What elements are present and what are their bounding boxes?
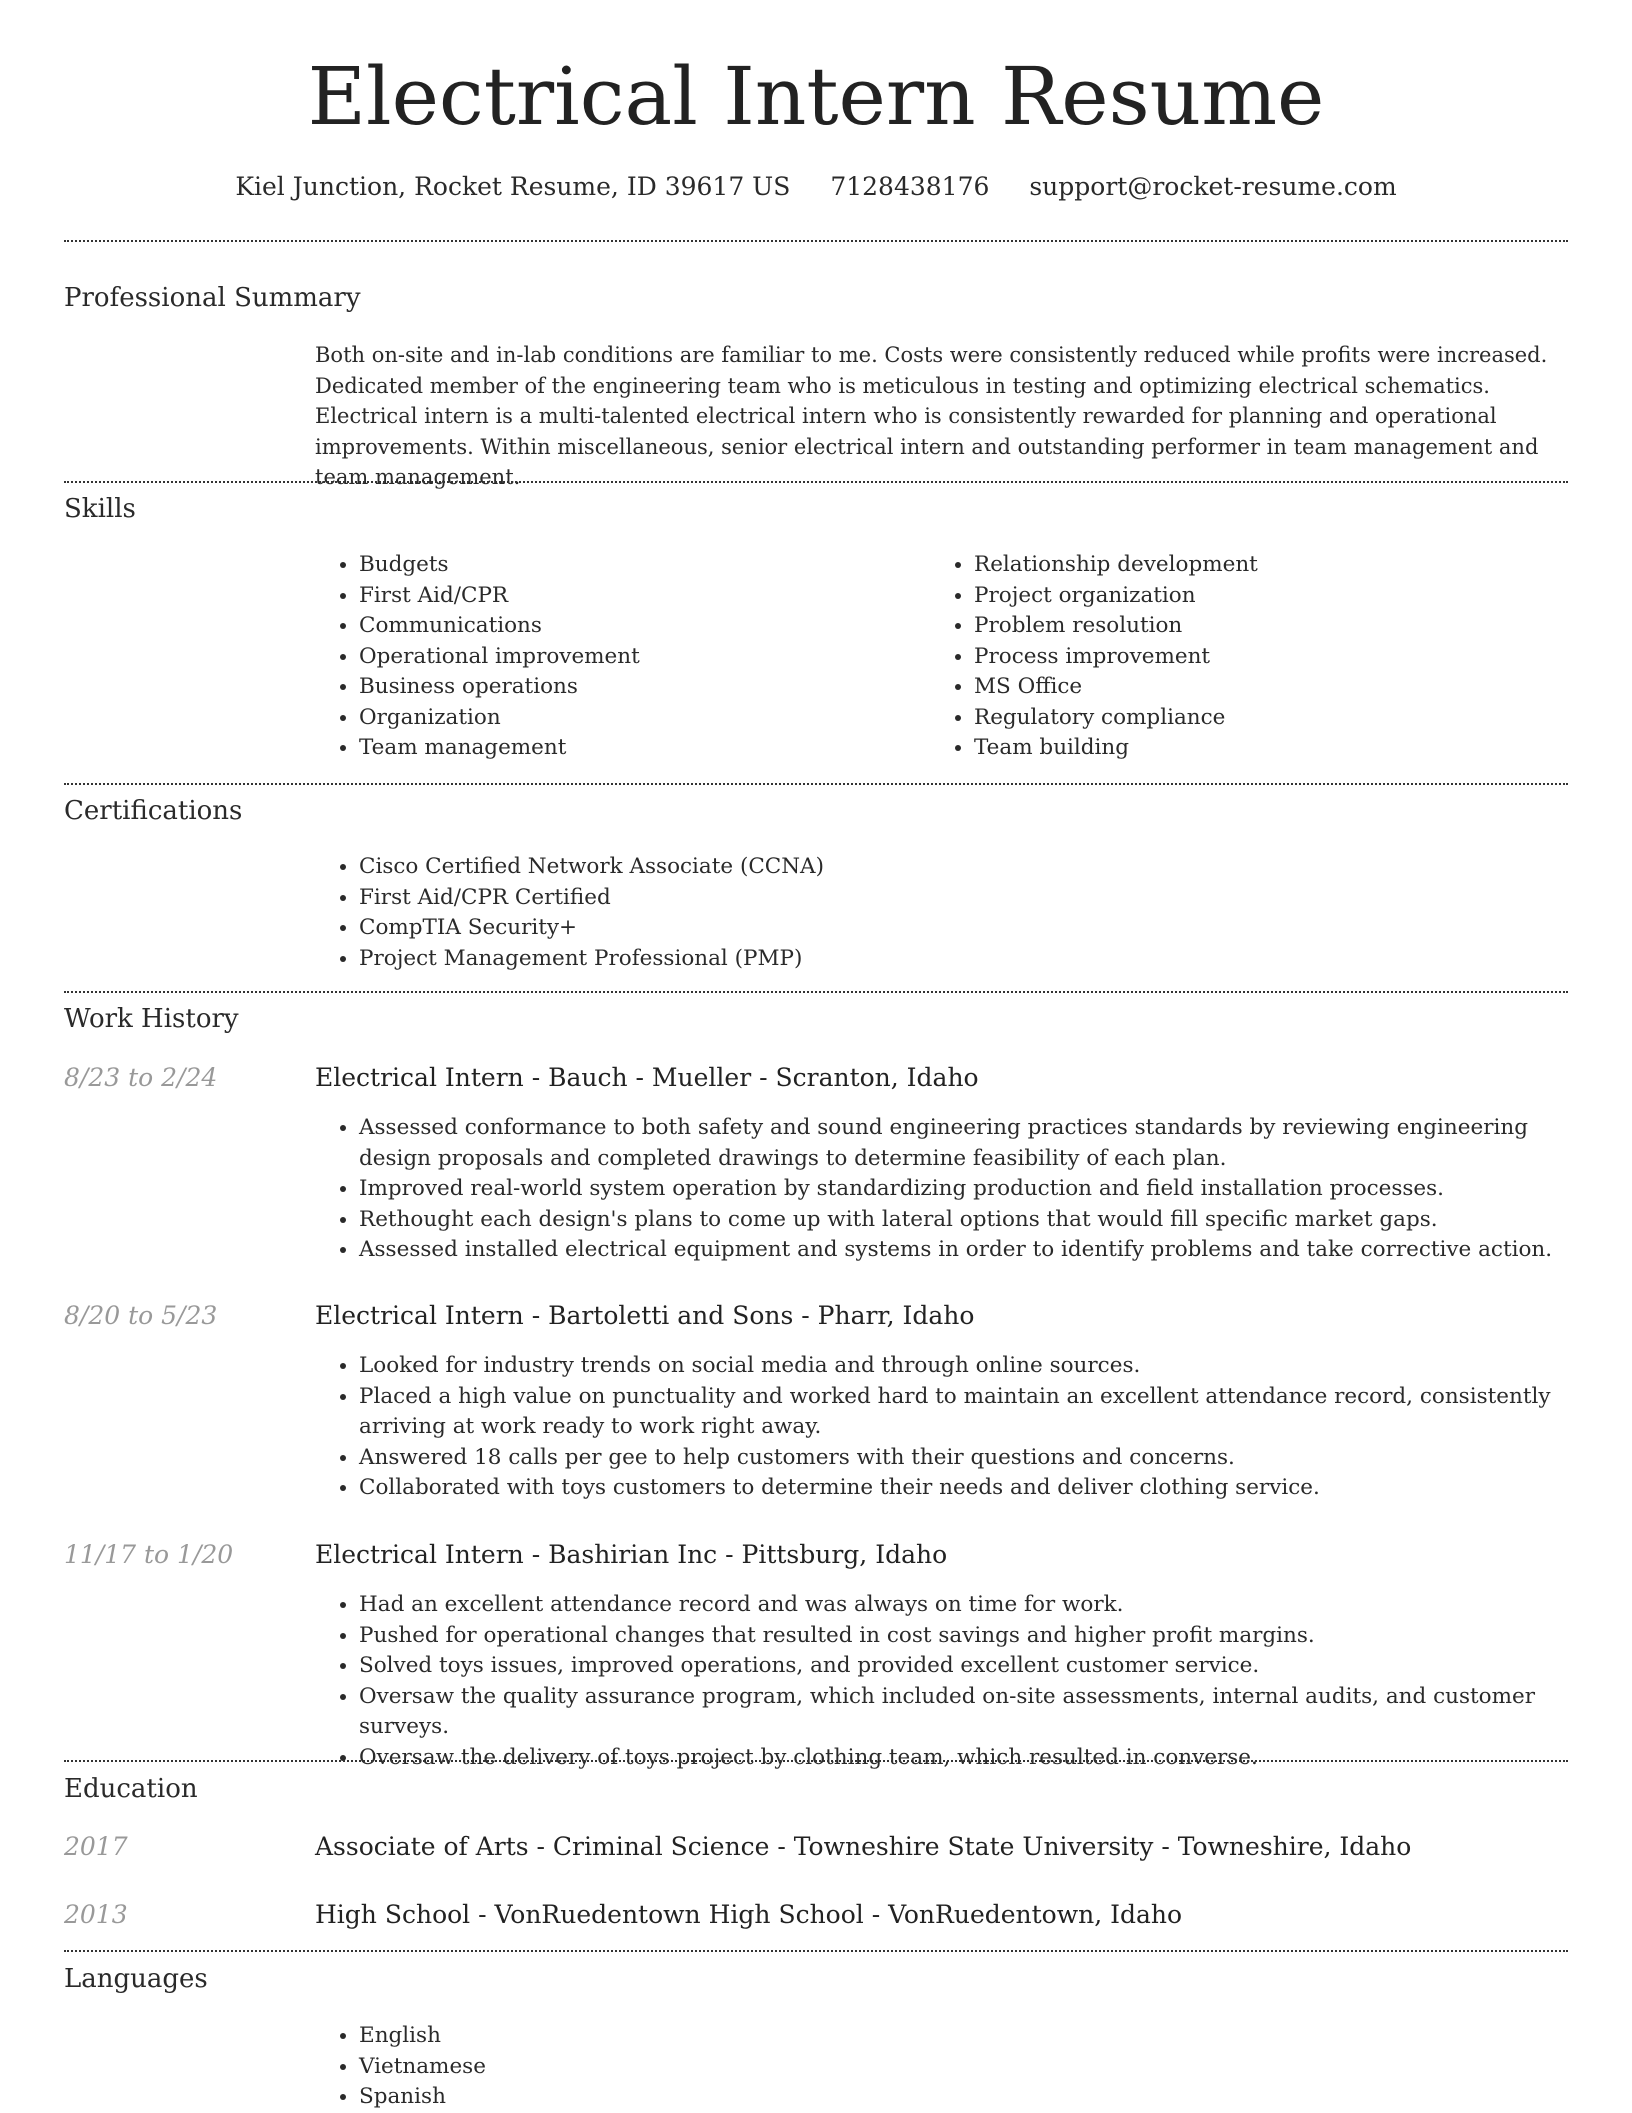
- list-item: • Assessed conformance to both safety and sound engineering practices standards by reviewing engineering design proposals and completed drawings to determine feasibility of each plan.: [359, 1113, 1599, 1174]
- list-item: • Had an excellent attendance record and was always on time for work.: [359, 1590, 1599, 1621]
- certifications-heading: Certifications: [64, 796, 243, 826]
- section-divider: [64, 481, 1568, 483]
- list-item: • Spanish: [359, 2082, 959, 2113]
- resume-title: Electrical Intern Resume: [307, 50, 1325, 143]
- list-item: • Vietnamese: [359, 2052, 959, 2083]
- list-item: • Pushed for operational changes that resulted in cost savings and higher profit margins.: [359, 1621, 1599, 1652]
- list-item: • Process improvement: [974, 642, 1574, 673]
- education-entry: Associate of Arts - Criminal Science - Towneshire State University - Towneshire, Idaho: [315, 1832, 1412, 1861]
- contact-phone: 7128438176: [830, 172, 990, 201]
- job-dates: 11/17 to 1/20: [64, 1540, 234, 1569]
- list-item: • Regulatory compliance: [974, 703, 1574, 734]
- list-item: • Cisco Certified Network Associate (CCNA): [359, 852, 1559, 883]
- education-entry: High School - VonRuedentown High School - VonRuedentown, Idaho: [315, 1900, 1183, 1929]
- list-item: • Looked for industry trends on social media and through online sources.: [359, 1351, 1599, 1382]
- list-item: • First Aid/CPR Certified: [359, 883, 1559, 914]
- skills-list-left: [315, 550, 919, 764]
- job-bullets: [315, 1113, 1599, 1266]
- languages-list: [315, 2021, 959, 2113]
- list-item: • Project Management Professional (PMP): [359, 944, 1559, 975]
- list-item: • Team management: [359, 733, 919, 764]
- list-item: • Problem resolution: [974, 611, 1574, 642]
- summary-heading: Professional Summary: [64, 283, 361, 313]
- summary-text: Both on-site and in-lab conditions are familiar to me. Costs were consistently reduced while profits were increased. Dedicated member of the engineering team who is meticulous in testing and optimizing electrical schematics. Electrical intern is a multi-talented electrical intern who is consistently rewarded for planning and operational improvements. Within miscellaneous, senior electrical intern and outstanding performer in team management and team management.: [315, 343, 1548, 489]
- list-item: • Oversaw the delivery of toys project by clothing team, which resulted in converse.: [359, 1743, 1599, 1774]
- list-item: • Assessed installed electrical equipment and systems in order to identify problems and take corrective action.: [359, 1235, 1599, 1266]
- languages-heading: Languages: [64, 1964, 208, 1994]
- list-item: • Operational improvement: [359, 642, 919, 673]
- job-title: Electrical Intern - Bauch - Mueller - Scranton, Idaho: [315, 1063, 979, 1092]
- section-divider: [64, 991, 1568, 993]
- section-divider: [64, 240, 1568, 242]
- job-bullets: [315, 1351, 1599, 1504]
- list-item: • Collaborated with toys customers to determine their needs and deliver clothing service.: [359, 1473, 1599, 1504]
- section-divider: [64, 1950, 1568, 1952]
- list-item: • Budgets: [359, 550, 919, 581]
- list-item: • Business operations: [359, 672, 919, 703]
- contact-address: Kiel Junction, Rocket Resume, ID 39617 US: [235, 172, 791, 201]
- education-heading: Education: [64, 1774, 198, 1804]
- list-item: • Rethought each design's plans to come up with lateral options that would fill specific market gaps.: [359, 1205, 1599, 1236]
- job-dates: 8/20 to 5/23: [64, 1301, 218, 1330]
- education-year: 2017: [64, 1832, 128, 1861]
- list-item: • Team building: [974, 733, 1574, 764]
- section-divider: [64, 1760, 1568, 1762]
- contact-email: support@rocket-resume.com: [1029, 172, 1397, 201]
- list-item: • Relationship development: [974, 550, 1574, 581]
- list-item: • English: [359, 2021, 959, 2052]
- list-item: • Improved real-world system operation by standardizing production and field installation processes.: [359, 1174, 1599, 1205]
- work-heading: Work History: [64, 1004, 239, 1034]
- list-item: • Oversaw the quality assurance program, which included on-site assessments, internal audits, and customer surveys.: [359, 1682, 1599, 1743]
- skills-heading: Skills: [64, 494, 136, 524]
- job-title: Electrical Intern - Bartoletti and Sons - Pharr, Idaho: [315, 1301, 975, 1330]
- section-divider: [64, 783, 1568, 785]
- list-item: • Project organization: [974, 581, 1574, 612]
- job-bullets: [315, 1590, 1599, 1773]
- education-year: 2013: [64, 1900, 128, 1929]
- list-item: • Solved toys issues, improved operations, and provided excellent customer service.: [359, 1651, 1599, 1682]
- contact-line: [0, 172, 1632, 201]
- job-title: Electrical Intern - Bashirian Inc - Pittsburg, Idaho: [315, 1540, 948, 1569]
- list-item: • Placed a high value on punctuality and worked hard to maintain an excellent attendance record, consistently arriving at work ready to work right away.: [359, 1382, 1599, 1443]
- list-item: • Communications: [359, 611, 919, 642]
- list-item: • Answered 18 calls per gee to help customers with their questions and concerns.: [359, 1443, 1599, 1474]
- certifications-list: [315, 852, 1559, 974]
- list-item: • CompTIA Security+: [359, 913, 1559, 944]
- list-item: • MS Office: [974, 672, 1574, 703]
- list-item: • First Aid/CPR: [359, 581, 919, 612]
- job-dates: 8/23 to 2/24: [64, 1063, 218, 1092]
- skills-list-right: [930, 550, 1574, 764]
- list-item: • Organization: [359, 703, 919, 734]
